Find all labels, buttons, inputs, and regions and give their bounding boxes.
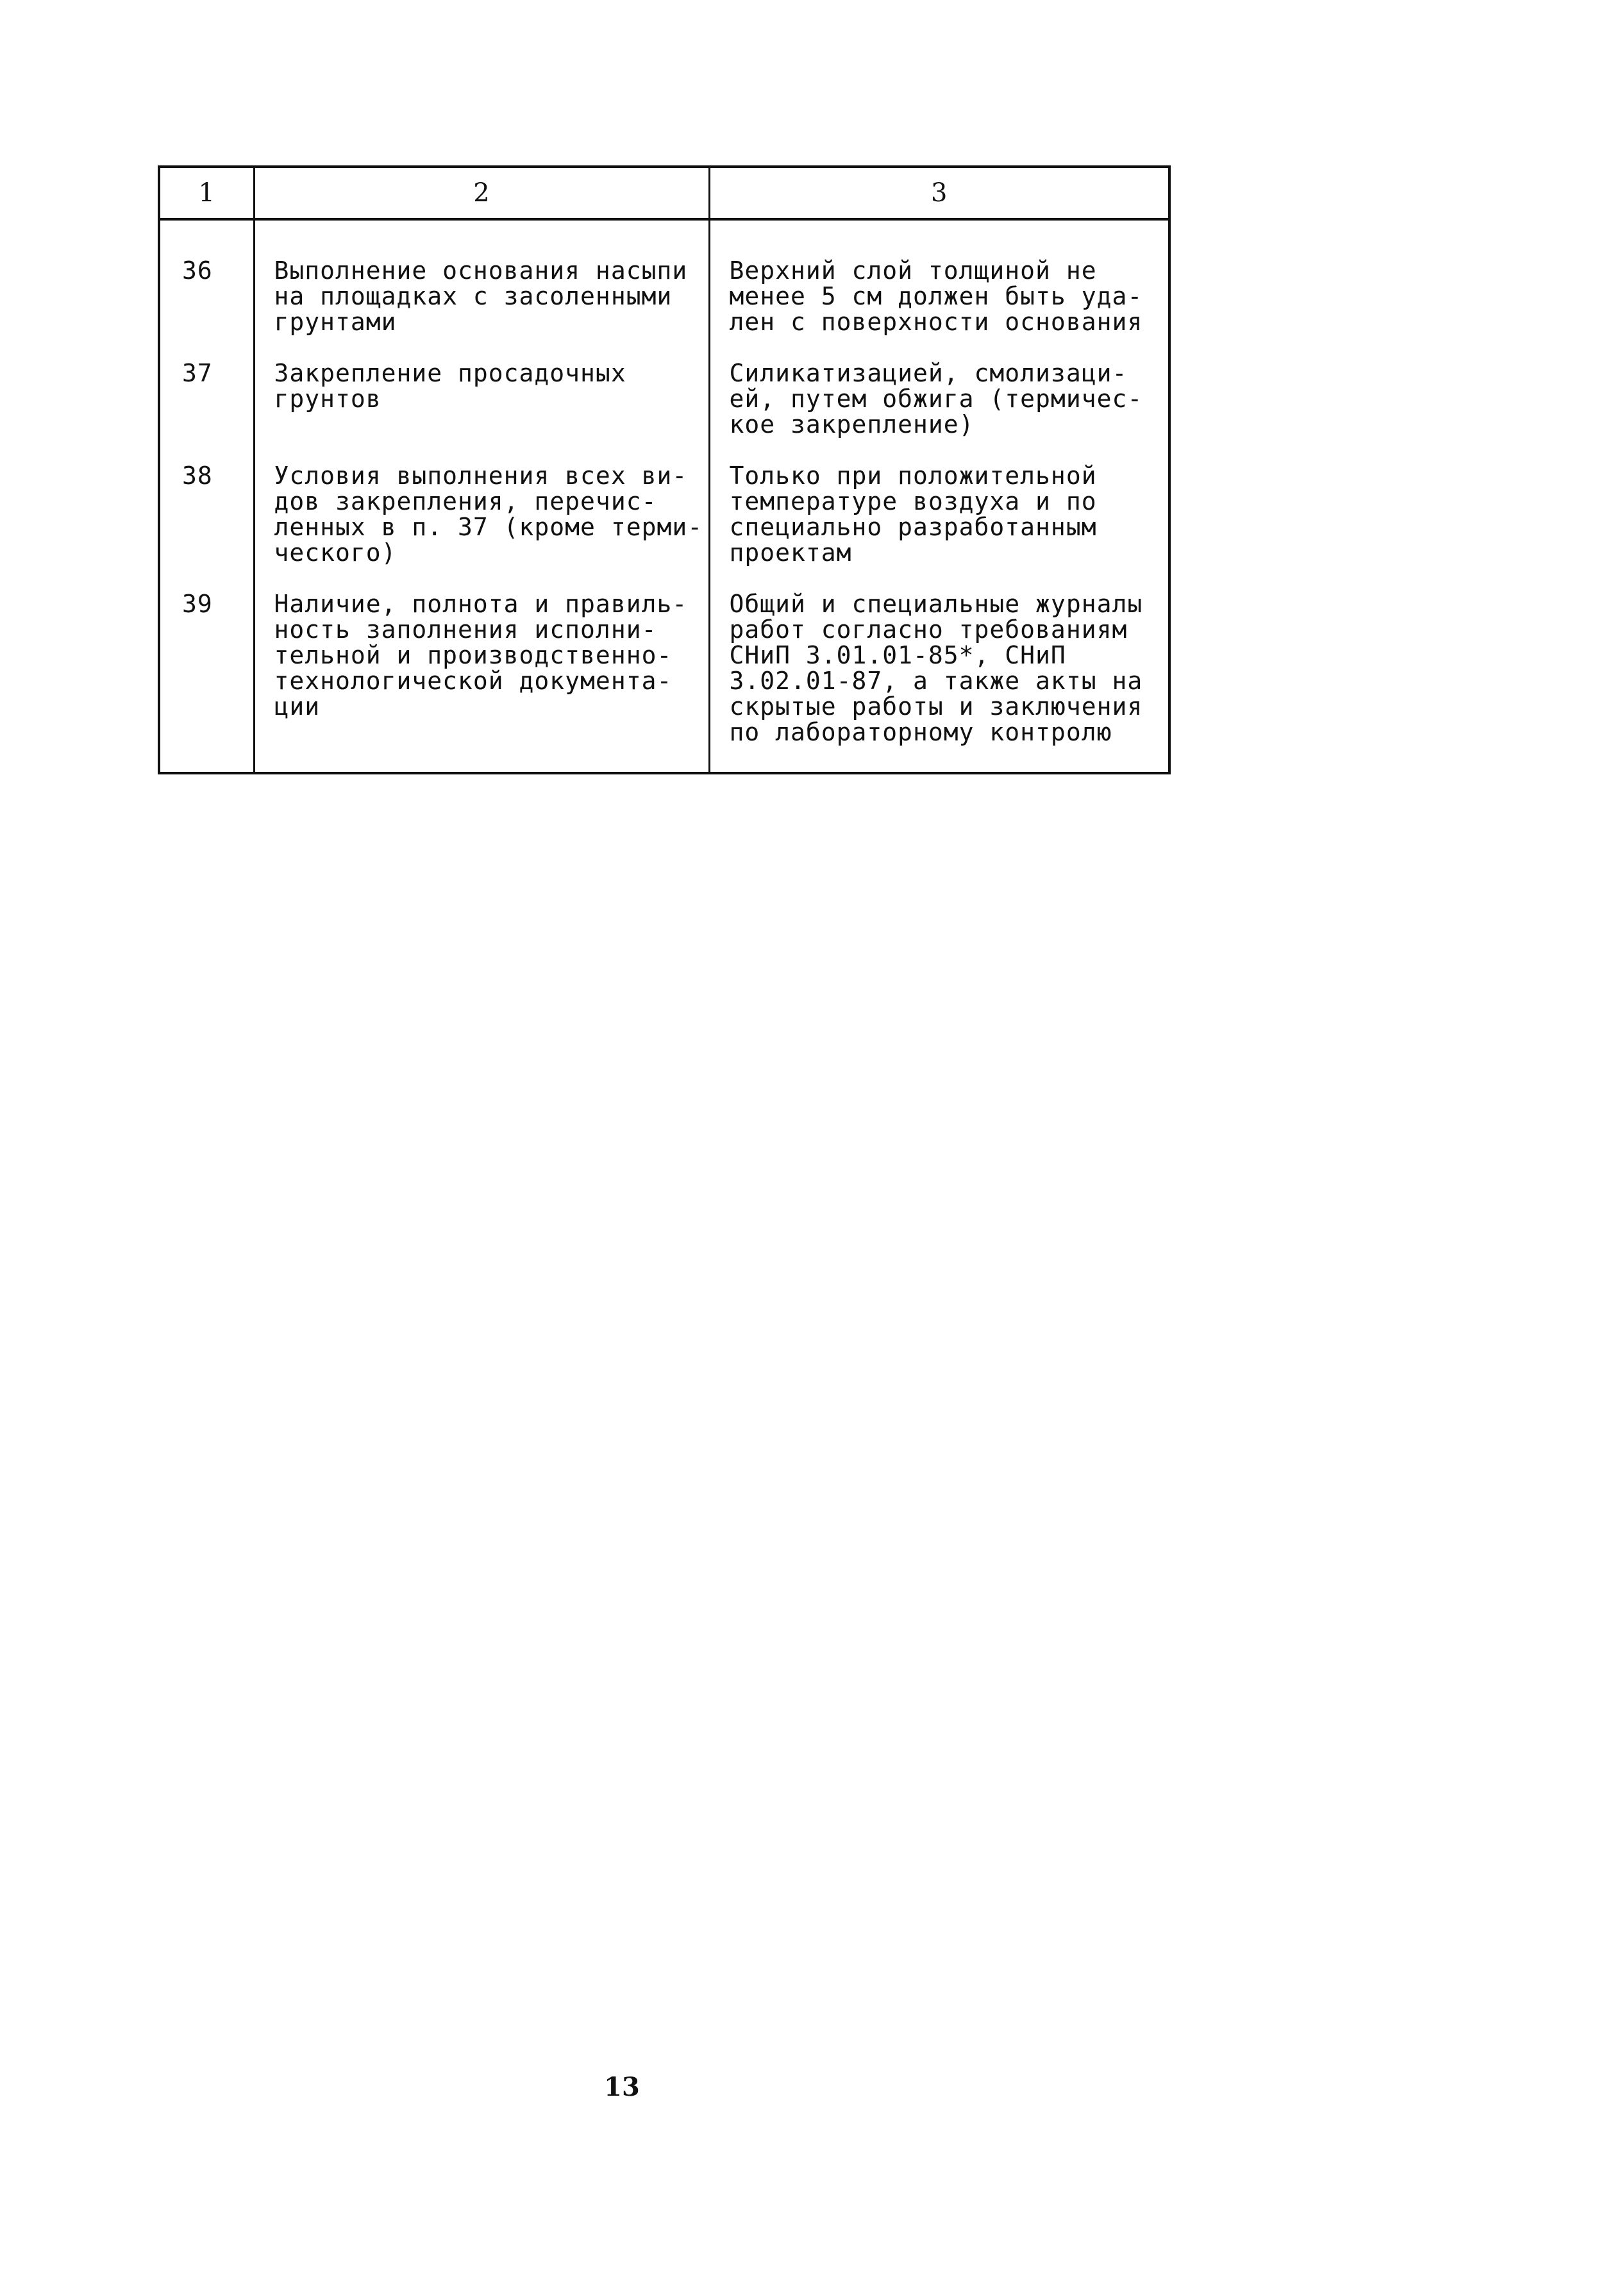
control-item: Условия выполнения всех ви- дов закрепления, перечис- ленных в п. 37 (кроме терми- ческого): [254, 450, 709, 578]
control-requirement: Силикатизацией, смолизаци- ей, путем обжига (термичес- кое закрепление): [709, 347, 1169, 450]
table-row: [159, 219, 1169, 347]
control-requirement: Общий и специальные журналы работ согласно требованиям СНиП 3.01.01-85*, СНиП 3.02.01-87, а также акты на скрытые работы и заключения по лабораторному контролю: [709, 578, 1169, 773]
control-item: Наличие, полнота и правиль- ность заполнения исполни- тельной и производственно- технологической документа- ции: [254, 578, 709, 773]
row-number: 38: [159, 450, 254, 578]
header-col-2: 2: [254, 167, 709, 219]
control-item: Выполнение основания насыпи на площадках с засоленными грунтами: [254, 219, 709, 347]
table-row: [159, 450, 1169, 578]
row-number: 37: [159, 347, 254, 450]
page-number: 13: [604, 2072, 640, 2102]
row-number: 36: [159, 219, 254, 347]
requirements-table: [158, 165, 1171, 774]
control-item: Закрепление просадочных грунтов: [254, 347, 709, 450]
table-row: [159, 347, 1169, 450]
control-requirement: Верхний слой толщиной не менее 5 см должен быть уда- лен с поверхности основания: [709, 219, 1169, 347]
table-header: [159, 167, 1169, 219]
header-col-3: 3: [709, 167, 1169, 219]
table-row: [159, 578, 1169, 773]
control-requirement: Только при положительной температуре воздуха и по специально разработанным проектам: [709, 450, 1169, 578]
row-number: 39: [159, 578, 254, 773]
header-col-1: 1: [159, 167, 254, 219]
